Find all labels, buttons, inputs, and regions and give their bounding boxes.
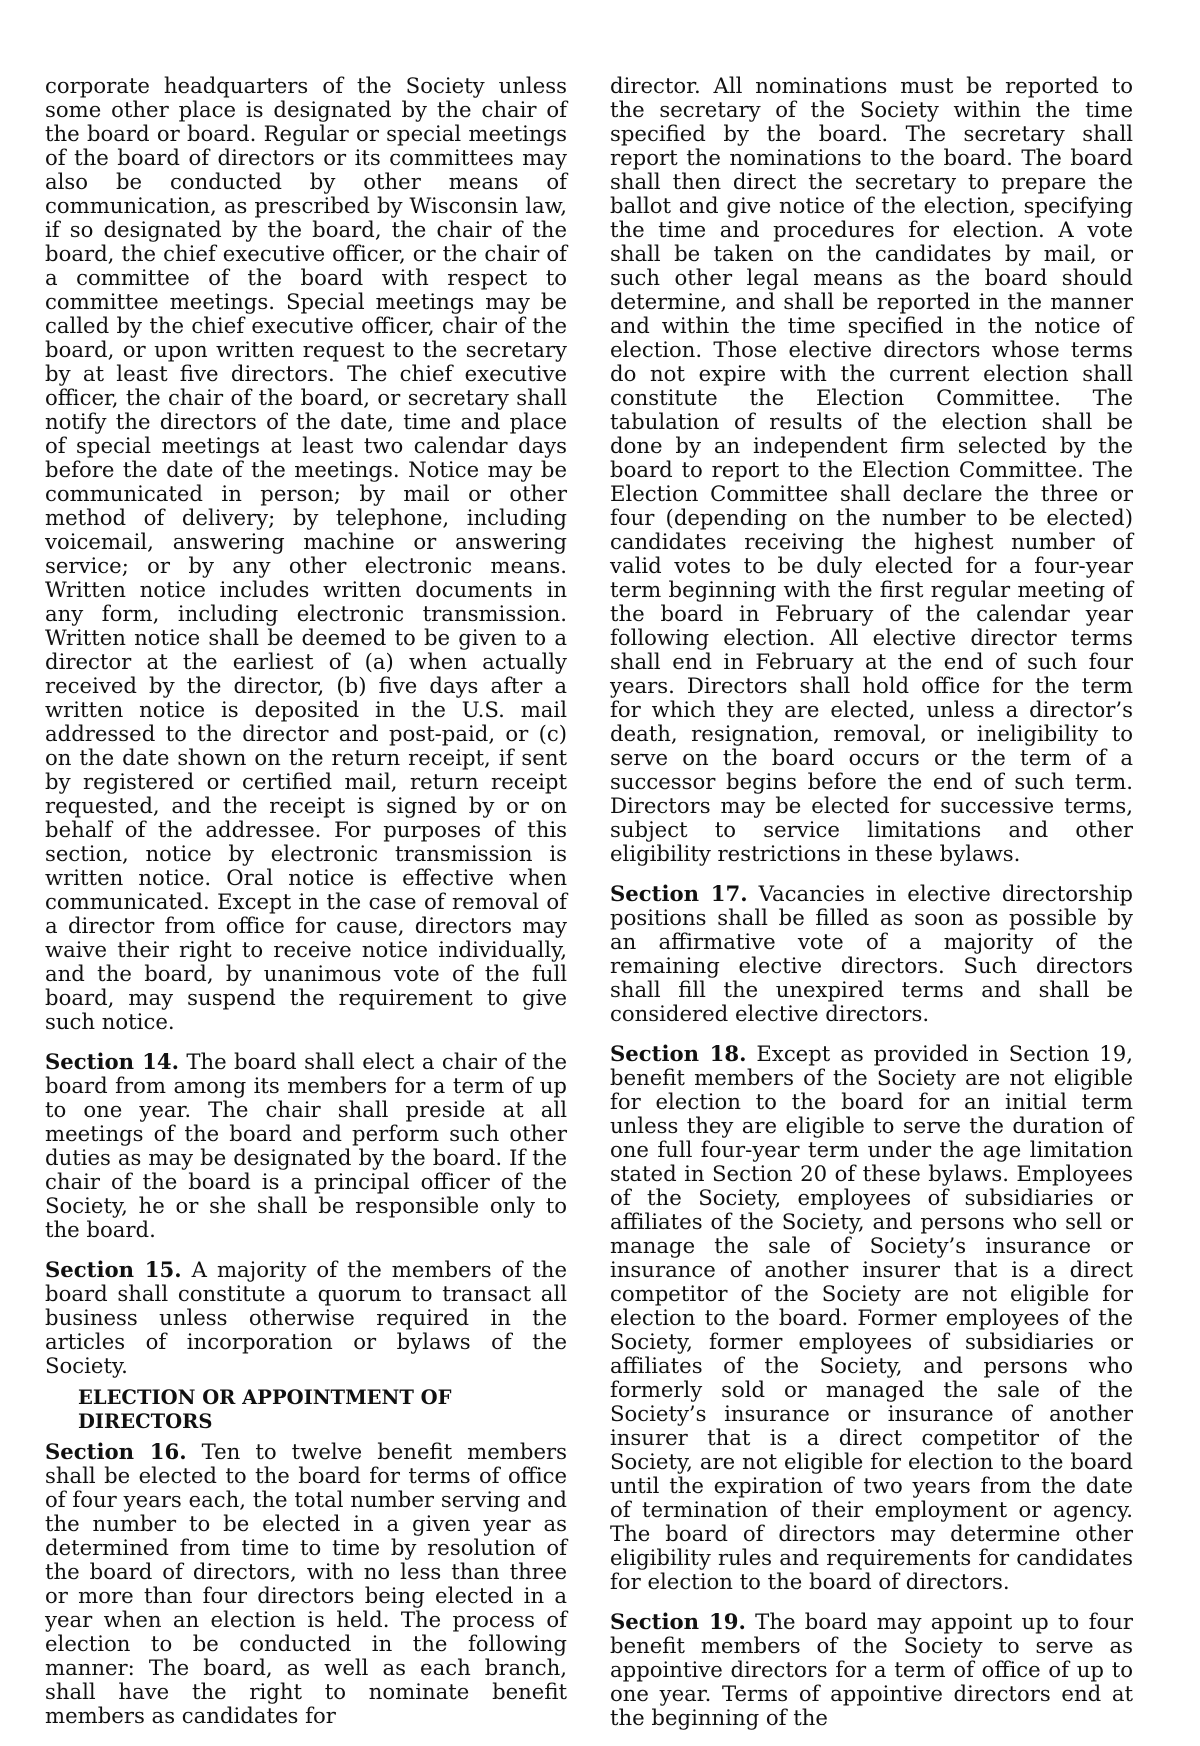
paragraph-text: corporate headquarters of the Society unless some other place is designated by the chair of the board or board. Regular or special meetings of the board of directors or its committees may also be conducted by other means of communication, as prescribed by Wisconsin law, if so designated by the board, the chair of the board, the chief executive officer, or the chair of a committee of the board with respect to committee meetings. Special meetings may be called by the chief executive officer, chair of the board, or upon written request to the secretary by at least five directors. The chief executive officer, the chair of the board, or secretary shall notify the directors of the date, time and place of special meetings at least two calendar days before the date of the meetings. Notice may be communicated in person; by mail or other method of delivery; by telephone, including voicemail, answering machine or answering service; or by any other electronic means. Written notice includes written documents in any form, including electronic transmission. Written notice shall be deemed to be given to a director at the earliest of (a) when actually received by the director, (b) five days after a written notice is deposited in the U.S. mail addressed to the director and post-paid, or (c) on the date shown on the return receipt, if sent by registered or certified mail, return receipt requested, and the receipt is signed by or on behalf of the addressee. For purposes of this section, notice by electronic transmission is written notice. Oral notice is effective when communicated. Except in the case of removal of a director from office for cause, directors may waive their right to receive notice individually, and the board, by unanimous vote of the full board, may suspend the requirement to give such notice. [45, 73, 567, 1034]
section-15-text: A majority of the members of the board shall constitute a quorum to transact all business unless otherwise required in the articles of incorporation or bylaws of the Society. [45, 1257, 567, 1378]
section-19 [610, 1610, 1133, 1730]
section-18-text: Except as provided in Section 19, benefit members of the Society are not eligible for election to the board for an initial term unless they are eligible to serve the duration of one full four-year term under the age limitation stated in Section 20 of these bylaws. Employees of the Society, employees of subsidiaries or affiliates of the Society, and persons who sell or manage the sale of Society’s insurance or insurance of another insurer that is a direct competitor of the Society are not eligible for election to the board. Former employees of the Society, former employees of subsidiaries or affiliates of the Society, and persons who formerly sold or managed the sale of the Society’s insurance or insurance of another insurer that is a direct competitor of the Society, are not eligible for election to the board until the expiration of two years from the date of termination of their employment or agency. The board of directors may determine other eligibility rules and requirements for candidates for election to the board of directors. [610, 1041, 1133, 1594]
section-19-label: Section 19. [610, 1609, 746, 1634]
section-15-label: Section 15. [45, 1257, 182, 1282]
section-16-continued [610, 74, 1133, 866]
right-column [610, 74, 1133, 1746]
section-14-text: The board shall elect a chair of the board from among its members for a term of up to one year. The chair shall preside at all meetings of the board and perform such other duties as may be designated by the board. If the chair of the board is a principal officer of the Society, he or she shall be responsible only to the board. [45, 1049, 567, 1242]
section-17-label: Section 17. [610, 881, 748, 906]
section-17-text: Vacancies in elective directorship positions shall be filled as soon as possible by an affirmative vote of a majority of the remaining elective directors. Such directors shall fill the unexpired terms and shall be considered elective directors. [610, 881, 1133, 1026]
paragraph-meetings-continued [45, 74, 567, 1034]
section-18 [610, 1042, 1133, 1594]
section-18-label: Section 18. [610, 1041, 747, 1066]
section-14 [45, 1050, 567, 1242]
section-15 [45, 1258, 567, 1378]
section-19-text: The board may appoint up to four benefit members of the Society to serve as appointive directors for a term of office of up to one year. Terms of appointive directors end at the beginning of the [610, 1609, 1133, 1730]
section-16-text: Ten to twelve benefit members shall be elected to the board for terms of office of four years each, the total number serving and the number to be elected in a given year as determined from time to time by resolution of the board of directors, with no less than three or more than four directors being elected in a year when an election is held. The process of election to be conducted in the following manner: The board, as well as each branch, shall have the right to nominate benefit members as candidates for [45, 1439, 567, 1728]
paragraph-text: director. All nominations must be reported to the secretary of the Society within the time specified by the board. The secretary shall report the nominations to the board. The board shall then direct the secretary to prepare the ballot and give notice of the election, specifying the time and procedures for election. A vote shall be taken on the candidates by mail, or such other legal means as the board should determine, and shall be reported in the manner and within the time specified in the notice of election. Those elective directors whose terms do not expire with the current election shall constitute the Election Committee. The tabulation of results of the election shall be done by an independent firm selected by the board to report to the Election Committee. The Election Committee shall declare the three or four (depending on the number to be elected) candidates receiving the highest number of valid votes to be duly elected for a four-year term beginning with the first regular meeting of the board in February of the calendar year following election. All elective director terms shall end in February at the end of such four years. Directors shall hold office for the term for which they are elected, unless a director’s death, resignation, removal, or ineligibility to serve on the board occurs or the term of a successor begins before the end of such term. Directors may be elected for successive terms, subject to service limitations and other eligibility restrictions in these bylaws. [610, 73, 1133, 866]
section-16 [45, 1440, 567, 1728]
left-column [45, 74, 567, 1744]
section-16-label: Section 16. [45, 1439, 187, 1464]
section-17 [610, 882, 1133, 1026]
section-14-label: Section 14. [45, 1049, 179, 1074]
section-heading-election: ELECTION OR APPOINTMENT OF DIRECTORS [78, 1386, 452, 1433]
